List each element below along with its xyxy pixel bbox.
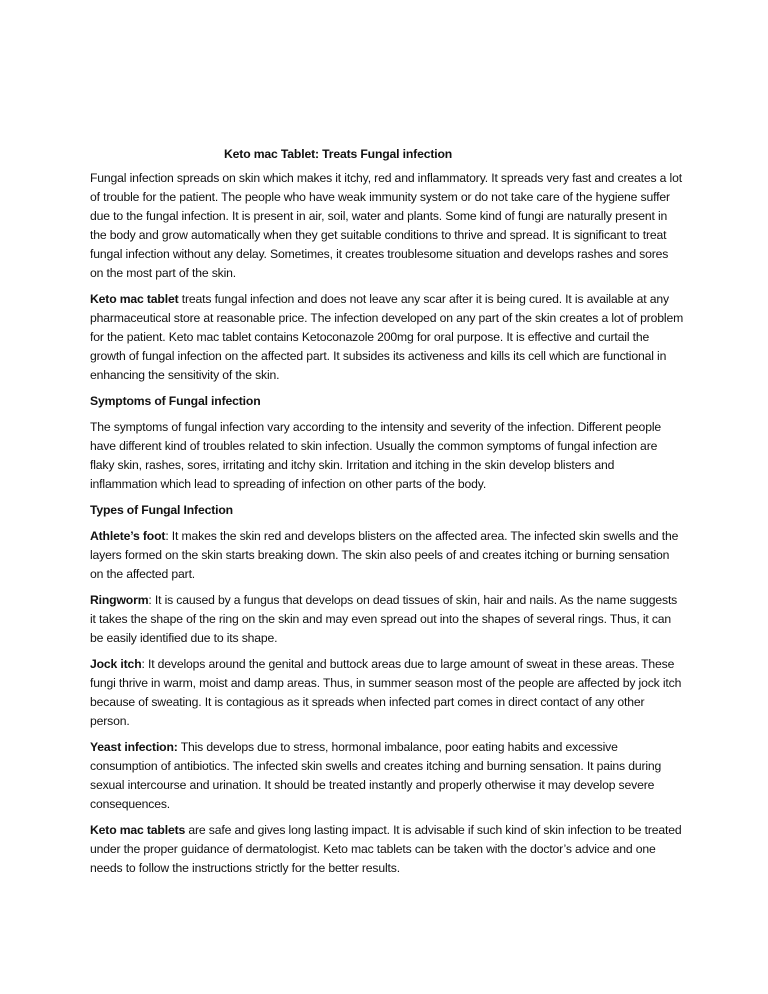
type-lead: Yeast infection: [90, 740, 178, 754]
type-jock-itch [90, 655, 684, 731]
keto-text: treats fungal infection and does not leave any scar after it is being cured. It is available at any pharmaceutical store at reasonable price. The infection developed on any part of the skin creates a lot of problem for the patient. Keto mac tablet contains Ketoconazole 200mg for oral purpose. It is effective and curtail the growth of fungal infection on the affected part. It subsides its activeness and kills its cell which are functional in enhancing the sensitivity of the skin. [90, 292, 684, 382]
type-lead: Athlete’s foot [90, 529, 166, 543]
symptoms-heading: Symptoms of Fungal infection [90, 394, 261, 408]
type-ringworm [90, 591, 684, 648]
closing-lead: Keto mac tablets [90, 823, 186, 837]
type-yeast-infection [90, 738, 684, 814]
type-text: : It develops around the genital and buttock areas due to large amount of sweat in these areas. These fungi thrive in warm, moist and damp areas. Thus, in summer season most of the people are affected by jock itch because of sweating. It is contagious as it spreads when infected part comes in direct contact of any other person. [90, 657, 682, 728]
type-text: : It is caused by a fungus that develops on dead tissues of skin, hair and nails. As the name suggests it takes the shape of the ring on the skin and may even spread out into the shapes of several rings. Thus, it can be easily identified due to its shape. [90, 593, 678, 645]
document-title: Keto mac Tablet: Treats Fungal infection [224, 147, 453, 161]
type-text: : It makes the skin red and develops blisters on the affected area. The infected skin swells and the layers formed on the skin starts breaking down. The skin also peels of and creates itching or burning sensation on the affected part. [90, 529, 679, 581]
keto-paragraph [90, 290, 684, 385]
types-heading: Types of Fungal Infection [90, 503, 233, 517]
type-lead: Jock itch [90, 657, 142, 671]
closing-paragraph [90, 821, 684, 878]
symptoms-paragraph: The symptoms of fungal infection vary according to the intensity and severity of the infection. Different people have different kind of troubles related to skin infection. Usually the common symptoms of fungal infection are flaky skin, rashes, sores, irritating and itchy skin. Irritation and itching in the skin develop blisters and inflammation which lead to spreading of infection on other parts of the body. [90, 420, 662, 491]
keto-lead: Keto mac tablet [90, 292, 179, 306]
document-body [90, 145, 684, 885]
type-athletes-foot [90, 527, 684, 584]
intro-paragraph: Fungal infection spreads on skin which makes it itchy, red and inflammatory. It spreads very fast and creates a lot of trouble for the patient. The people who have weak immunity system or do not take care of the hygiene suffer due to the fungal infection. It is present in air, soil, water and plants. Some kind of fungi are naturally present in the body and grow automatically when they get suitable conditions to thrive and spread. It is significant to treat fungal infection without any delay. Sometimes, it creates troublesome situation and develops rashes and sores on the most part of the skin. [90, 171, 682, 280]
type-text: This develops due to stress, hormonal imbalance, poor eating habits and excessive consumption of antibiotics. The infected skin swells and creates itching and burning sensation. It pains during sexual intercourse and urination. It should be treated instantly and properly otherwise it may develop severe consequences. [90, 740, 662, 811]
type-lead: Ringworm [90, 593, 149, 607]
closing-text: are safe and gives long lasting impact. It is advisable if such kind of skin infection to be treated under the proper guidance of dermatologist. Keto mac tablets can be taken with the doctor’s advice and one needs to follow the instructions strictly for the better results. [90, 823, 682, 875]
